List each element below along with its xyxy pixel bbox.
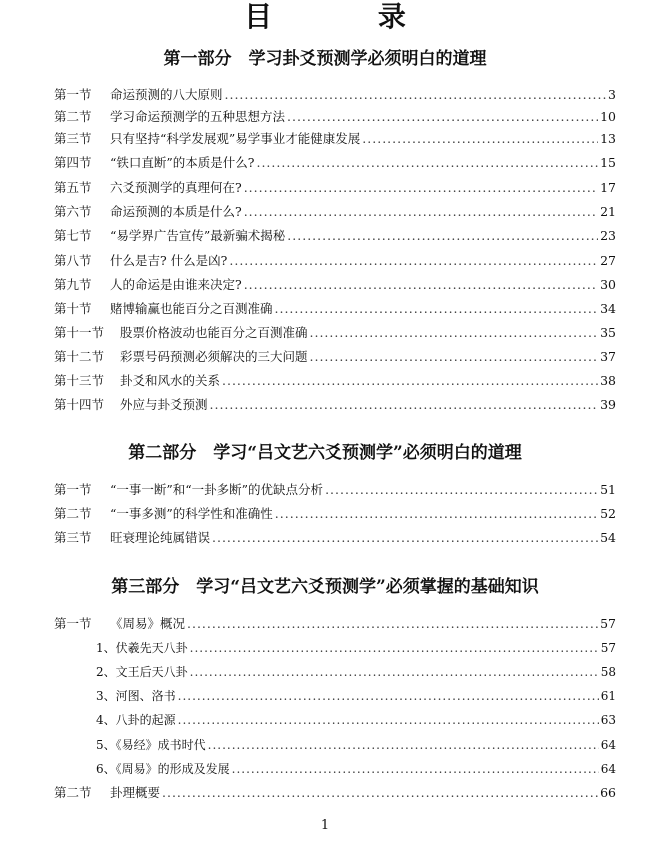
toc-page: 17 [600, 180, 616, 195]
toc-title: 1、伏羲先天八卦 [96, 641, 188, 655]
part-1-heading: 第一部分 学习卦爻预测学必须明白的道理 [163, 49, 487, 69]
toc-leader-dots [244, 201, 598, 223]
toc-title: 命运预测的本质是什么? [110, 204, 242, 219]
toc-page: 37 [600, 349, 616, 364]
toc-section: 第一节 [54, 616, 92, 631]
toc-subentry[interactable] [96, 661, 616, 683]
toc-section: 第七节 [54, 228, 92, 243]
toc-page: 27 [600, 253, 616, 268]
toc-entry[interactable] [54, 84, 616, 106]
toc-leader-dots [212, 527, 598, 549]
page-title: 目 录 [244, 0, 454, 33]
toc-entry[interactable] [54, 177, 616, 199]
toc-title: 6、《周易》的形成及发展 [96, 762, 230, 776]
toc-section: 第二节 [54, 506, 92, 521]
toc-leader-dots [190, 661, 599, 683]
toc-page: 38 [600, 373, 616, 388]
toc-leader-dots [229, 250, 598, 272]
toc-title: 股票价格波动也能百分之百测准确 [120, 325, 308, 340]
toc-leader-dots [244, 177, 598, 199]
toc-section: 第二节 [54, 785, 92, 800]
toc-section: 第十节 [54, 301, 92, 316]
toc-page: 21 [600, 204, 616, 219]
toc-leader-dots [187, 613, 598, 635]
toc-page: 64 [600, 738, 616, 752]
toc-title: 学习命运预测学的五种思想方法 [110, 109, 286, 124]
toc-section: 第一节 [54, 87, 92, 102]
toc-leader-dots [275, 298, 599, 320]
toc-subentry[interactable] [96, 734, 616, 756]
toc-entry[interactable] [54, 250, 616, 272]
toc-entry[interactable] [54, 128, 616, 150]
toc-entry[interactable] [54, 394, 616, 416]
toc-title: 4、八卦的起源 [96, 713, 176, 727]
toc-entry[interactable] [54, 613, 616, 635]
toc-section: 第八节 [54, 253, 92, 268]
toc-page: 64 [600, 762, 616, 776]
toc-section: 第一节 [54, 482, 92, 497]
toc-page: 52 [600, 506, 616, 521]
toc-leader-dots [222, 370, 598, 392]
toc-page: 15 [600, 155, 616, 170]
toc-leader-dots [178, 685, 599, 707]
part-2-heading: 第二部分 学习“吕文艺六爻预测学”必须明白的道理 [128, 443, 522, 463]
toc-leader-dots [210, 394, 599, 416]
toc-title: “易学界广告宣传”最新骗术揭秘 [110, 228, 286, 243]
toc-entry[interactable] [54, 225, 616, 247]
toc-section: 第十三节 [54, 373, 105, 388]
toc-section: 第十一节 [54, 325, 105, 340]
toc-section: 第三节 [54, 131, 92, 146]
toc-subentry[interactable] [96, 637, 616, 659]
toc-page: 63 [600, 713, 616, 727]
toc-page: 51 [600, 482, 616, 497]
part-3-heading: 第三部分 学习“吕文艺六爻预测学”必须掌握的基础知识 [111, 577, 539, 597]
toc-entry[interactable] [54, 274, 616, 296]
toc-title: 5、《易经》成书时代 [96, 738, 206, 752]
toc-title: “一事多测”的科学性和准确性 [110, 506, 273, 521]
toc-leader-dots [275, 503, 598, 525]
toc-title: 命运预测的八大原则 [110, 87, 223, 102]
toc-page: 57 [600, 641, 616, 655]
toc-section: 第二节 [54, 109, 92, 124]
toc-title: 卦爻和风水的关系 [120, 373, 221, 388]
toc-leader-dots [208, 734, 599, 756]
toc-subentry[interactable] [96, 709, 616, 731]
toc-subentry[interactable] [96, 758, 616, 780]
toc-title: 赌博输赢也能百分之百测准确 [110, 301, 273, 316]
toc-leader-dots [162, 782, 598, 804]
toc-section: 第四节 [54, 155, 92, 170]
toc-page: 10 [600, 109, 616, 124]
toc-leader-dots [244, 274, 598, 296]
toc-page: 30 [600, 277, 616, 292]
toc-entry[interactable] [54, 479, 616, 501]
toc-title: 卦理概要 [110, 785, 161, 800]
toc-entry[interactable] [54, 527, 616, 549]
toc-entry[interactable] [54, 782, 616, 804]
toc-section: 第十二节 [54, 349, 105, 364]
toc-section: 第五节 [54, 180, 92, 195]
toc-page: 3 [608, 87, 616, 102]
toc-leader-dots [256, 152, 598, 174]
toc-entry[interactable] [54, 152, 616, 174]
toc-page: 66 [600, 785, 616, 800]
toc-title: 外应与卦爻预测 [120, 397, 208, 412]
toc-page: 54 [600, 530, 616, 545]
toc-leader-dots [190, 637, 599, 659]
toc-title: 只有坚持“科学发展观”易学事业才能健康发展 [110, 131, 361, 146]
toc-title: 2、文王后天八卦 [96, 665, 188, 679]
toc-title: 旺衰理论纯属错误 [110, 530, 211, 545]
page-number: 1 [320, 818, 330, 833]
toc-subentry[interactable] [96, 685, 616, 707]
toc-section: 第三节 [54, 530, 92, 545]
toc-title: “一事一断”和“一卦多断”的优缺点分析 [110, 482, 324, 497]
toc-entry[interactable] [54, 503, 616, 525]
toc-leader-dots [225, 84, 607, 106]
toc-page: 13 [600, 131, 616, 146]
toc-leader-dots [362, 128, 598, 150]
toc-leader-dots [178, 709, 599, 731]
toc-entry[interactable] [54, 201, 616, 223]
toc-title: 什么是吉? 什么是凶? [110, 253, 228, 268]
toc-leader-dots [325, 479, 598, 501]
toc-title: “铁口直断”的本质是什么? [110, 155, 255, 170]
toc-title: 彩票号码预测必须解决的三大问题 [120, 349, 308, 364]
toc-page: 58 [600, 665, 616, 679]
toc-leader-dots [232, 758, 599, 780]
toc-section: 第六节 [54, 204, 92, 219]
toc-entry[interactable] [54, 322, 616, 344]
toc-entry[interactable] [54, 106, 616, 128]
toc-title: 六爻预测学的真理何在? [110, 180, 242, 195]
toc-page: 57 [600, 616, 616, 631]
toc-page: 61 [600, 689, 616, 703]
toc-leader-dots [287, 225, 598, 247]
toc-title: 人的命运是由谁来决定? [110, 277, 242, 292]
toc-leader-dots [310, 322, 599, 344]
toc-leader-dots [287, 106, 598, 128]
toc-section: 第十四节 [54, 397, 105, 412]
toc-page: 39 [600, 397, 616, 412]
toc-page: 23 [600, 228, 616, 243]
toc-entry[interactable] [54, 346, 616, 368]
toc-title: 《周易》概况 [110, 616, 186, 631]
toc-title: 3、河图、洛书 [96, 689, 176, 703]
toc-page: 34 [600, 301, 616, 316]
toc-page: 35 [600, 325, 616, 340]
toc-entry[interactable] [54, 298, 616, 320]
toc-entry[interactable] [54, 370, 616, 392]
toc-section: 第九节 [54, 277, 92, 292]
toc-leader-dots [310, 346, 599, 368]
